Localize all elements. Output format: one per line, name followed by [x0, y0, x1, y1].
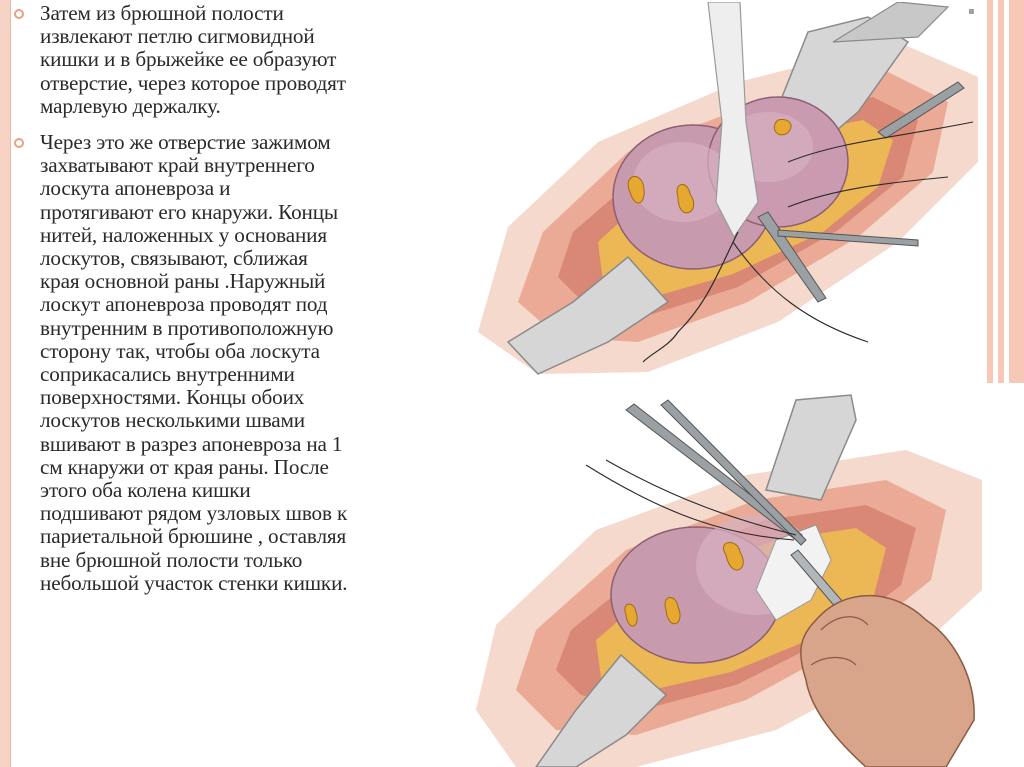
text-line: Через это же отверстие зажимом [40, 130, 331, 155]
text-line: извлекают петлю сигмовидной [40, 24, 315, 49]
text-line: см кнаружи от края раны. После [40, 454, 329, 479]
text-line: Затем из брюшной полости [40, 1, 284, 25]
text-line: сторону так, чтобы оба лоскута [40, 338, 320, 363]
text-line: этого оба колена кишки [40, 478, 251, 503]
text-line: небольшой участок стенки кишки. [40, 570, 348, 595]
text-line: вшивают в разрез апоневроза на 1 [40, 431, 343, 456]
slide-corner-marker: ▪ [968, 6, 975, 17]
bullet-2 [14, 131, 454, 595]
text-line: лоскута апоневроза и [40, 176, 231, 201]
text-line: лоскут апоневроза проводят под [40, 292, 328, 317]
text-line: лоскутов несколькими швами [40, 408, 305, 433]
text-line: протягивают его кнаружи. Концы [40, 199, 339, 224]
text-line: вне брюшной полости только [40, 547, 303, 572]
surgical-illustration-bottom [476, 390, 982, 767]
text-line: края основной раны .Наружный [40, 269, 326, 294]
bullet-1 [14, 2, 454, 118]
left-border-decoration [0, 0, 11, 767]
text-line: соприкасались внутренними [40, 362, 295, 387]
text-line: кишки и в брыжейке ее образуют [40, 47, 337, 72]
text-body [14, 2, 454, 595]
text-line: подшивают рядом узловых швов к [40, 501, 348, 526]
right-border-decoration [983, 0, 1024, 767]
text-line: марлевую держалку. [40, 93, 221, 118]
text-line: нитей, наложенных у основания [40, 222, 327, 247]
surgical-illustration-top [478, 2, 982, 380]
text-line: лоскутов, связывают, сближая [40, 246, 308, 271]
text-line: париетальной брюшине , оставляя [40, 524, 347, 549]
text-line: внутренним в противоположную [40, 315, 334, 340]
text-line: захватывают край внутреннего [40, 153, 315, 178]
text-line: отверстие, через которое проводят [40, 70, 346, 95]
bullet-circle-icon [14, 9, 24, 19]
bullet-circle-icon [14, 138, 24, 148]
text-line: поверхностями. Концы обоих [40, 385, 305, 410]
